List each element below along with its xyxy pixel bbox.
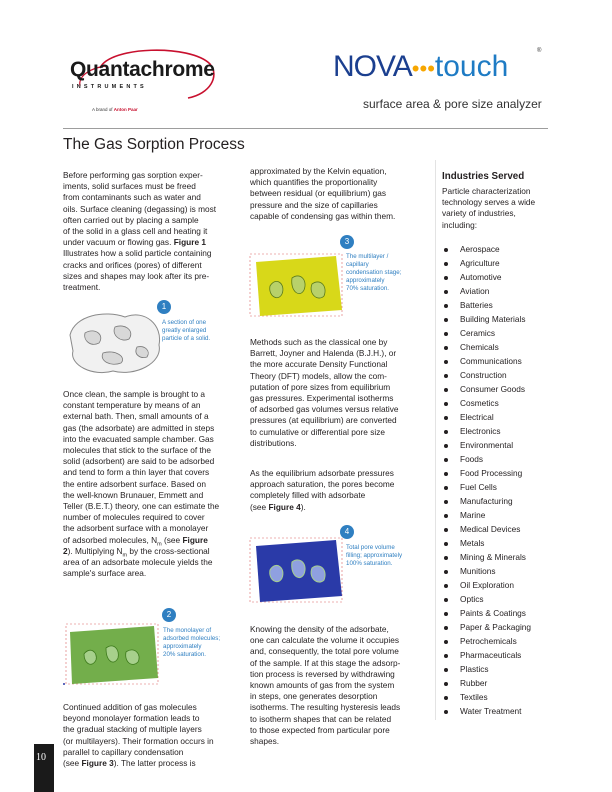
industry-item: Ceramics <box>442 328 531 342</box>
figure-1-particle-image <box>65 305 165 380</box>
brand-name: Quantachrome <box>70 58 215 81</box>
industry-item: Electrical <box>442 412 531 426</box>
col1-paragraph-2: Once clean, the sample is brought to a constant temperature by means of an external bath. Then, small amounts of a gas (the adsorbate) are admitted in steps into the evacuated sample chamber. Gas molecules that stick to the surface of the solid (adsorbent) are said to be adsorbed and tend to form a thin layer that covers the entire adsorbent surface. Based on the well-known Brunauer, Emmett and Teller (B.E.T.) theory, one can estimate the number of molecules required to cover the adsorbent surface with a monolayer of adsorbed molecules, $N_m$ (see Figure 2). Multiplying $N_m$ by the cross-sectional area of an adsorbate molecule yields the sample's surface area. <box>63 389 220 579</box>
industry-item: Manufacturing <box>442 496 531 510</box>
industry-item: Aerospace <box>442 244 531 258</box>
industry-item: Automotive <box>442 272 531 286</box>
industry-item: Textiles <box>442 692 531 706</box>
industry-item: Fuel Cells <box>442 482 531 496</box>
industry-item: Cosmetics <box>442 398 531 412</box>
industry-item: Construction <box>442 370 531 384</box>
industry-item: Communications <box>442 356 531 370</box>
industry-item: Environmental <box>442 440 531 454</box>
figure-3-caption: The multilayer / capillary condensation stage; approximately 70% saturation. <box>346 253 402 292</box>
industry-item: Batteries <box>442 300 531 314</box>
col1-paragraph-1: Before performing gas sorption exper- iments, solid surfaces must be freed from contaminants such as water and oils. Surface cleaning (degassing) is most often carried out by placing a sample of the solid in a glass cell and heating it under vacuum or flowing gas. Figure 1 Illustrates how a solid particle containing cracks and orifices (pores) of different sizes and shapes may look after its pre- treatment. <box>63 170 217 293</box>
figure-4-number: 4 <box>340 525 354 539</box>
header-divider <box>63 128 548 129</box>
industry-item: Paints & Coatings <box>442 608 531 622</box>
industry-item: Optics <box>442 594 531 608</box>
industry-item: Medical Devices <box>442 524 531 538</box>
col1-paragraph-3: Continued addition of gas molecules beyond monolayer formation leads to the gradual stacking of multiple layers (or multilayers). Their formation occurs in parallel to capillary condensation (see Figure 3). The latter process is <box>63 702 214 769</box>
industries-list <box>442 244 531 720</box>
industry-item: Electronics <box>442 426 531 440</box>
industry-item: Chemicals <box>442 342 531 356</box>
industry-item: Aviation <box>442 286 531 300</box>
quantachrome-logo <box>70 46 218 121</box>
industries-title: Industries Served <box>442 171 525 182</box>
sidebar-divider <box>435 160 436 720</box>
brand-tag-prefix: A brand of <box>92 107 113 112</box>
industries-intro: Particle characterization technology serves a wide variety of industries, including: <box>442 186 536 230</box>
nova-touch-logo <box>333 50 543 86</box>
brand-tag-owner: Anton Paar <box>113 107 138 112</box>
industry-item: Foods <box>442 454 531 468</box>
section-title: The Gas Sorption Process <box>63 136 245 153</box>
industry-item: Petrochemicals <box>442 636 531 650</box>
industry-item: Plastics <box>442 664 531 678</box>
figure-3-multilayer-image <box>246 244 351 324</box>
figure-1-number: 1 <box>157 300 171 314</box>
industry-item: Marine <box>442 510 531 524</box>
industry-item: Food Processing <box>442 468 531 482</box>
col2-paragraph-2: Methods such as the classical one by Barrett, Joyner and Halenda (B.J.H.), or the more accurate Density Functional Theory (DFT) models, allow the com- putation of pore sizes from equilibrium gas pressures. Experimental isotherms of adsorbed gas volumes versus relative pressures (at equilibrium) are converted to cumulative or differential pore size distributions. <box>250 337 399 448</box>
industry-item: Pharmaceuticals <box>442 650 531 664</box>
industry-item: Oil Exploration <box>442 580 531 594</box>
product-nova: NOVA <box>333 50 412 83</box>
industry-item: Rubber <box>442 678 531 692</box>
figure-4-pore-filling-image <box>246 528 351 610</box>
brand-tagline <box>92 107 138 112</box>
figure-2-number: 2 <box>162 608 176 622</box>
product-touch: touch <box>434 50 509 83</box>
col2-paragraph-4: Knowing the density of the adsorbate, one can calculate the volume it occupies and, consequently, the total pore volume of the sample. If at this stage the adsorp- tion process is reversed by withdrawing known amounts of gas from the system in steps, one generates desorption isotherms. The resulting hysteresis leads to isotherm shapes that can be related to those expected from particular pore shapes. <box>250 624 401 747</box>
industry-item: Mining & Minerals <box>442 552 531 566</box>
product-dots: ••• <box>411 56 435 81</box>
page-number: 10 <box>36 752 46 763</box>
figure-1-caption: A section of one greatly enlarged particle of a solid. <box>162 319 211 342</box>
figure-3-number: 3 <box>340 235 354 249</box>
industry-item: Building Materials <box>442 314 531 328</box>
industry-item: Consumer Goods <box>442 384 531 398</box>
industry-item: Metals <box>442 538 531 552</box>
figure-2-monolayer-image <box>62 612 167 692</box>
registered-mark: ® <box>537 48 542 54</box>
industry-item: Munitions <box>442 566 531 580</box>
col2-paragraph-3: As the equilibrium adsorbate pressures approach saturation, the pores become completely filled with adsorbate (see Figure 4). <box>250 468 395 512</box>
brand-subtitle: INSTRUMENTS <box>72 84 147 90</box>
industry-item: Paper & Packaging <box>442 622 531 636</box>
product-subtitle: surface area & pore size analyzer <box>363 97 542 111</box>
industry-item: Agriculture <box>442 258 531 272</box>
figure-4-caption: Total pore volume filling; approximately 100% saturation. <box>346 544 403 567</box>
industry-item: Water Treatment <box>442 706 531 720</box>
col2-paragraph-1: approximated by the Kelvin equation, which quantifies the proportionality between residual (or equilibrium) gas pressure and the size of capillaries capable of condensing gas within them. <box>250 166 396 221</box>
figure-2-caption: The monolayer of adsorbed molecules; approximately 20% saturation. <box>163 627 221 658</box>
